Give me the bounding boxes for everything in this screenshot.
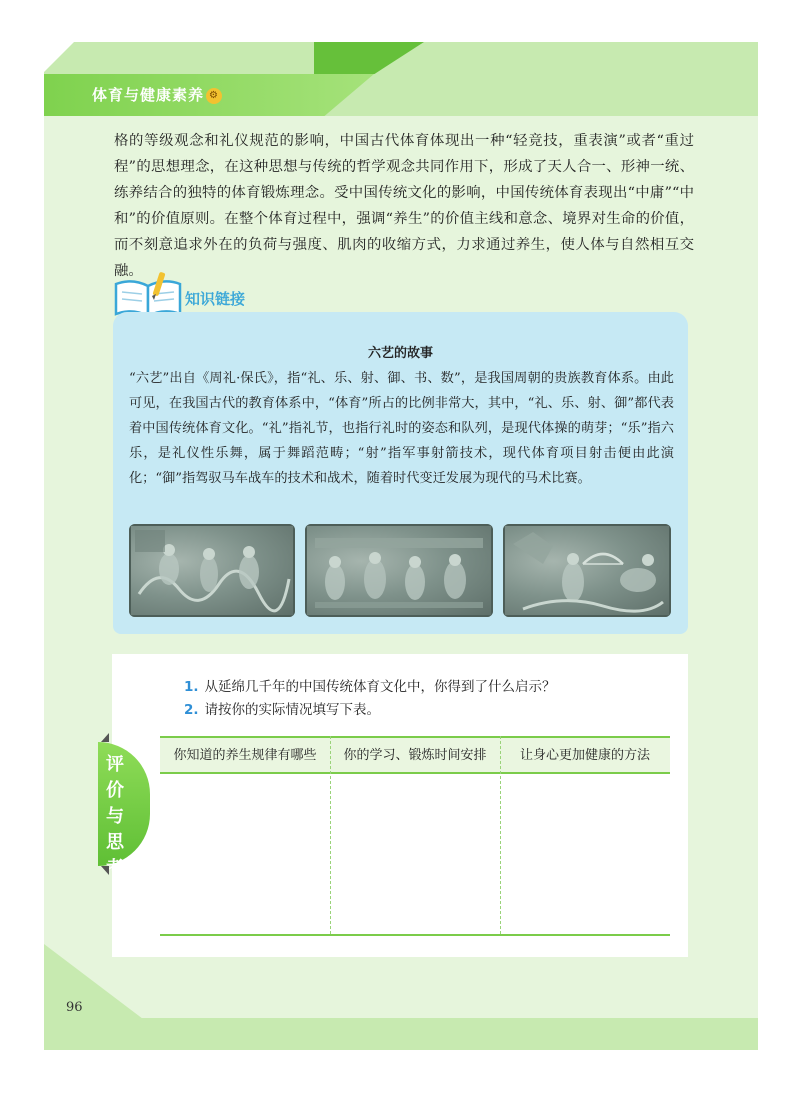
knowledge-link-label: 知识链接 [185,290,246,308]
table-bottom-rule [160,934,670,936]
question-number: 1. [184,679,199,695]
table-header-cell: 你知道的养生规律有哪些 [173,748,317,763]
tab-corner-bottom [101,866,109,875]
question-text: 请按你的实际情况填写下表。 [204,702,381,718]
relief-image-2 [305,524,493,617]
bottom-band [44,1018,758,1050]
column-divider [500,736,501,934]
question-number: 2. [184,702,199,718]
body-text [114,128,694,284]
header-title: 体育与健康素养 [92,86,205,104]
table-header-cell: 让身心更加健康的方法 [519,748,650,763]
body-paragraph: 格的等级观念和礼仪规范的影响，中国古代体育体现出一种“轻竞技，重表演”或者“重过程”的思想理念，在这种思想与传统的哲学观念共同作用下，形成了天人合一、形神一统、练养结合的独特的体育锻炼理念。受中国传统文化的影响，中国传统体育表现出“中庸”“中和”的价值原则。在整个体育过程中，强调“养生”的价值主线和意念、境界对生命的价值，而不刻意追求外在的负荷与强度、肌肉的收缩方式，力求通过养生，使人体与自然相互交融。 [114,133,694,279]
fill-in-table [160,736,670,936]
page-corner [44,42,74,72]
relief-image-1 [129,524,295,617]
question-1 [184,676,556,699]
table-header-cell: 你的学习、锻炼时间安排 [343,748,487,763]
page-number: 96 [66,1000,83,1015]
side-tab-label: 评价与思考 [106,754,124,879]
evaluation-box [112,654,688,957]
relief-image-3 [503,524,671,617]
question-2 [184,699,556,722]
table-header-row [160,736,670,774]
header-badge-icon: ⚙ [206,88,222,104]
story-title: 六艺的故事 [367,346,433,361]
column-divider [330,736,331,934]
knowledge-box [113,312,688,634]
tab-corner-top [101,733,109,742]
question-list [184,676,556,722]
question-text: 从延绵几千年的中国传统体育文化中，你得到了什么启示？ [204,679,556,695]
running-header [92,84,222,105]
story-text: “六艺”出自《周礼·保氏》，指“礼、乐、射、御、书、数”，是我国周朝的贵族教育体系。由此可见，在我国古代的教育体系中，“体育”所占的比例非常大，其中，“礼、乐、射、御”都代表着中国传统体育文化。“礼”指礼节，也指行礼时的姿态和队列，是现代体操的萌芽；“乐”指六乐，是礼仪性乐舞，属于舞蹈范畴；“射”指军事射箭技术，现代体育项目射击便由此演化；“御”指驾驭马车战车的技术和战术，随着时代变迁发展为现代的马术比赛。 [129,371,674,486]
